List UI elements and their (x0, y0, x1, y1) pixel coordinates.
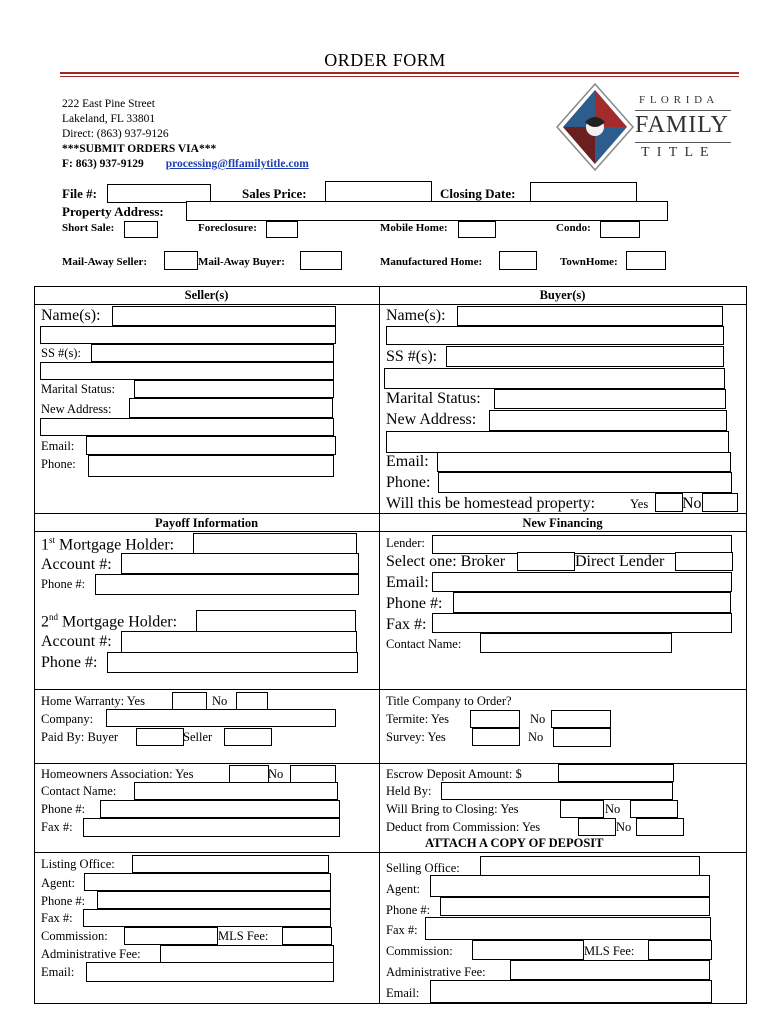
phone1-field[interactable] (95, 574, 359, 595)
financing-header: New Financing (522, 516, 603, 530)
paid-by-seller-label: Seller (183, 730, 213, 744)
direct-phone: Direct: (863) 937-9126 (62, 128, 169, 140)
listing-office-field[interactable] (132, 855, 329, 873)
financing-phone-label: Phone #: (386, 595, 443, 612)
page-title: ORDER FORM (324, 50, 446, 70)
listing-office-label: Listing Office: (41, 857, 115, 871)
foreclosure-label: Foreclosure: (198, 222, 257, 234)
first-mortgage-label: 1st Mortgage Holder: (41, 535, 175, 554)
selling-agent-field[interactable] (430, 875, 710, 897)
buyer-header: Buyer(s) (539, 288, 586, 302)
hoa-no-field[interactable] (290, 765, 336, 783)
mobile-home-label: Mobile Home: (380, 222, 448, 234)
warranty-company-label: Company: (41, 712, 94, 726)
seller-marital-label: Marital Status: (41, 382, 115, 396)
buyer-names-label: Name(s): (386, 307, 446, 324)
phone1-label: Phone #: (41, 577, 86, 591)
account2-field[interactable] (121, 631, 357, 653)
survey-yes-field[interactable] (472, 728, 520, 746)
selling-commission-label: Commission: (386, 944, 453, 958)
seller-phone-field[interactable] (88, 455, 334, 477)
seller-names-field-2[interactable] (40, 326, 336, 344)
selling-admin-label: Administrative Fee: (386, 965, 486, 979)
buyer-names-field[interactable] (457, 306, 723, 326)
listing-admin-field[interactable] (160, 945, 334, 963)
mail-away-buyer-field[interactable] (300, 251, 342, 270)
homestead-label: Will this be homestead property: (386, 495, 596, 512)
selling-agent-label: Agent: (386, 882, 421, 896)
sales-price-field[interactable] (325, 181, 432, 203)
seller-names-field[interactable] (112, 306, 336, 326)
condo-label: Condo: (556, 222, 591, 234)
street: 222 East Pine Street (62, 98, 155, 110)
selling-mls-label: MLS Fee: (584, 944, 635, 958)
contact-name-label: Contact Name: (386, 637, 462, 651)
direct-lender-label: Direct Lender (575, 553, 665, 570)
account1-field[interactable] (121, 553, 359, 574)
paid-by-buyer-field[interactable] (136, 728, 184, 746)
second-mortgage-field[interactable] (196, 610, 356, 632)
bring-no-label: No (605, 802, 621, 816)
selling-fax-label: Fax #: (386, 923, 418, 937)
mail-away-seller-field[interactable] (164, 251, 198, 270)
seller-email-field[interactable] (86, 436, 336, 455)
buyer-email-label: Email: (386, 453, 429, 470)
hoa-yes-field[interactable] (229, 765, 269, 783)
buyer-marital-label: Marital Status: (386, 390, 481, 407)
survey-no-label: No (528, 730, 544, 744)
deduct-no-label: No (616, 820, 632, 834)
home-warranty-no-label: No (212, 694, 228, 708)
homestead-no-field[interactable] (702, 493, 738, 512)
buyer-email-field[interactable] (437, 452, 731, 472)
file-label: File #: (62, 186, 98, 201)
closing-date-field[interactable] (530, 182, 637, 203)
sales-price-label: Sales Price: (242, 186, 307, 201)
termite-label: Termite: Yes (386, 712, 450, 726)
company-logo (555, 82, 735, 172)
hoa-contact-field[interactable] (134, 782, 338, 800)
payoff-header: Payoff Information (154, 516, 259, 530)
bring-no-field[interactable] (630, 800, 678, 818)
listing-phone-label: Phone #: (41, 894, 86, 908)
buyer-new-address-label: New Address: (386, 411, 477, 428)
townhome-field[interactable] (626, 251, 666, 270)
financing-email-field[interactable] (432, 572, 732, 592)
deduct-no-field[interactable] (636, 818, 684, 836)
escrow-amount-label: Escrow Deposit Amount: $ (386, 767, 522, 781)
home-warranty-yes-field[interactable] (172, 692, 207, 710)
survey-no-field[interactable] (553, 728, 611, 747)
buyer-new-address-field[interactable] (489, 410, 727, 431)
seller-ss-field[interactable] (91, 344, 334, 362)
homestead-no-label: No (682, 495, 702, 512)
hoa-fax-field[interactable] (83, 818, 340, 837)
termite-yes-field[interactable] (470, 710, 520, 728)
listing-commission-field[interactable] (124, 927, 218, 945)
property-address-label: Property Address: (62, 204, 164, 219)
selling-fax-field[interactable] (425, 917, 711, 940)
city: Lakeland, FL 33801 (62, 113, 156, 125)
selling-mls-field[interactable] (648, 940, 712, 960)
attach-deposit-note: ATTACH A COPY OF DEPOSIT (425, 836, 604, 850)
survey-label: Survey: Yes (386, 730, 446, 744)
hoa-label: Homeowners Association: Yes (41, 767, 194, 781)
fax-number: F: 863) 937-9129 (62, 158, 144, 170)
listing-fax-field[interactable] (83, 909, 331, 927)
listing-email-label: Email: (41, 965, 75, 979)
seller-ss-field-2[interactable] (40, 362, 334, 380)
title-rule (60, 72, 739, 74)
listing-fax-label: Fax #: (41, 911, 73, 925)
listing-agent-label: Agent: (41, 876, 76, 890)
escrow-amount-field[interactable] (558, 764, 674, 782)
account1-label: Account #: (41, 556, 112, 573)
mail-away-buyer-label: Mail-Away Buyer: (198, 256, 285, 268)
bring-yes-field[interactable] (560, 800, 604, 818)
termite-no-field[interactable] (551, 710, 611, 728)
manufactured-home-label: Manufactured Home: (380, 256, 483, 268)
selling-email-label: Email: (386, 986, 420, 1000)
manufactured-home-field[interactable] (499, 251, 537, 270)
listing-commission-label: Commission: (41, 929, 108, 943)
hoa-phone-field[interactable] (100, 800, 340, 818)
listing-mls-label: MLS Fee: (218, 929, 269, 943)
buyer-names-field-2[interactable] (386, 326, 724, 345)
lender-label: Lender: (386, 536, 425, 550)
short-sale-field[interactable] (124, 221, 158, 238)
seller-ss-label: SS #(s): (41, 346, 81, 360)
buyer-ss-field[interactable] (446, 346, 724, 367)
selling-email-field[interactable] (430, 980, 712, 1003)
direct-lender-field[interactable] (675, 552, 733, 571)
townhome-label: TownHome: (560, 256, 618, 268)
logo-family: FAMILY (635, 112, 729, 138)
buyer-marital-field[interactable] (494, 389, 726, 409)
seller-names-label: Name(s): (41, 307, 101, 324)
listing-mls-field[interactable] (282, 927, 332, 945)
home-warranty-label: Home Warranty: Yes (41, 694, 145, 708)
paid-by-label: Paid By: Buyer (41, 730, 119, 744)
email-link[interactable]: processing@flfamilytitle.com (165, 158, 309, 170)
closing-date-label: Closing Date: (440, 186, 516, 201)
hoa-fax-label: Fax #: (41, 820, 73, 834)
selling-admin-field[interactable] (510, 960, 710, 980)
financing-fax-field[interactable] (432, 613, 732, 633)
logo-florida: F L O R I D A (639, 94, 716, 106)
listing-admin-label: Administrative Fee: (41, 947, 141, 961)
select-broker-label: Select one: Broker (386, 553, 506, 570)
selling-commission-field[interactable] (472, 940, 584, 960)
bring-to-closing-label: Will Bring to Closing: Yes (386, 802, 519, 816)
submit-note: ***SUBMIT ORDERS VIA*** (62, 143, 217, 155)
mail-away-seller-label: Mail-Away Seller: (62, 256, 148, 268)
financing-fax-label: Fax #: (386, 616, 427, 633)
seller-new-address-field[interactable] (129, 398, 333, 418)
selling-phone-field[interactable] (440, 897, 710, 916)
paid-by-seller-field[interactable] (224, 728, 272, 746)
financing-email-label: Email: (386, 574, 429, 591)
condo-field[interactable] (600, 221, 640, 238)
listing-email-field[interactable] (86, 962, 334, 982)
seller-phone-label: Phone: (41, 457, 76, 471)
selling-office-field[interactable] (480, 856, 700, 876)
hoa-contact-label: Contact Name: (41, 784, 117, 798)
deduct-label: Deduct from Commission: Yes (386, 820, 541, 834)
home-warranty-no-field[interactable] (236, 692, 268, 710)
selling-phone-label: Phone #: (386, 903, 431, 917)
mobile-home-field[interactable] (458, 221, 496, 238)
buyer-phone-field[interactable] (438, 472, 732, 493)
buyer-phone-label: Phone: (386, 474, 431, 491)
held-by-field[interactable] (441, 782, 673, 800)
logo-title: T I T L E (641, 145, 711, 160)
warranty-company-field[interactable] (106, 709, 336, 727)
company-address (62, 97, 309, 172)
second-mortgage-label: 2nd Mortgage Holder: (41, 612, 178, 631)
broker-field[interactable] (517, 552, 575, 571)
termite-no-label: No (530, 712, 546, 726)
seller-header: Seller(s) (184, 288, 229, 302)
buyer-new-address-field-2[interactable] (386, 431, 729, 453)
seller-email-label: Email: (41, 439, 75, 453)
account2-label: Account #: (41, 633, 112, 650)
selling-office-label: Selling Office: (386, 861, 460, 875)
hoa-phone-label: Phone #: (41, 802, 86, 816)
first-mortgage-field[interactable] (193, 533, 357, 554)
contact-name-field[interactable] (480, 633, 672, 653)
foreclosure-field[interactable] (266, 221, 298, 238)
property-address-field[interactable] (186, 201, 668, 221)
short-sale-label: Short Sale: (62, 222, 115, 234)
deduct-yes-field[interactable] (578, 818, 616, 836)
phone2-field[interactable] (107, 652, 358, 673)
financing-phone-field[interactable] (453, 592, 731, 613)
hoa-no-label: No (268, 767, 284, 781)
title-rule-thin (60, 76, 739, 77)
held-by-label: Held By: (386, 784, 432, 798)
buyer-ss-field-2[interactable] (384, 368, 725, 389)
title-company-label: Title Company to Order? (386, 694, 512, 708)
seller-marital-field[interactable] (134, 380, 334, 398)
listing-agent-field[interactable] (84, 873, 331, 891)
seller-new-address-field-2[interactable] (40, 418, 334, 436)
phone2-label: Phone #: (41, 654, 98, 671)
listing-phone-field[interactable] (97, 891, 331, 909)
buyer-ss-label: SS #(s): (386, 348, 438, 365)
homestead-yes-field[interactable] (655, 493, 683, 512)
homestead-yes-label: Yes (630, 497, 649, 511)
seller-new-address-label: New Address: (41, 402, 112, 416)
